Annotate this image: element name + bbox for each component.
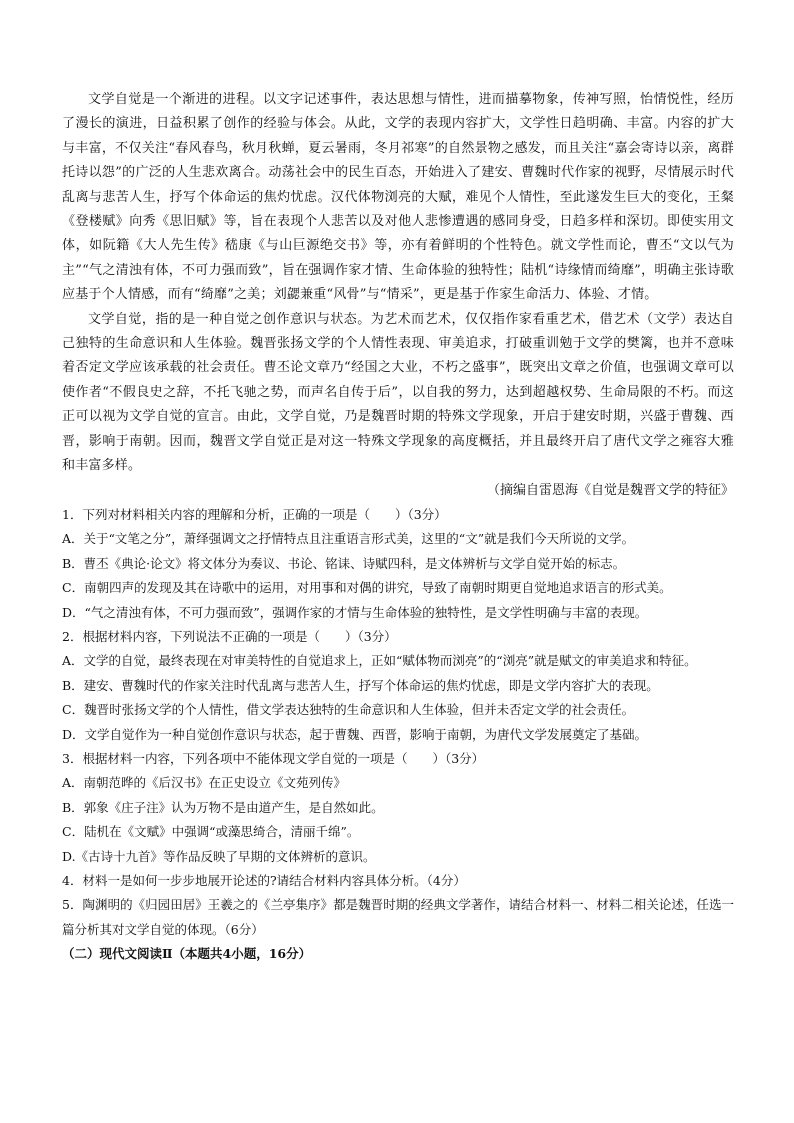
question-1-option-b: B．曹丕《典论·论文》将文体分为奏议、书论、铭诔、诗赋四科，是文体辨析与文学自觉开始的标志。	[62, 555, 626, 571]
question-3-option-c: C．陆机在《文赋》中强调“或藻思绮合，清丽千绵”。	[62, 824, 360, 840]
question-3-option-b: B．郭象《庄子注》认为万物不是由道产生，是自然如此。	[62, 799, 384, 815]
question-4-stem: 4．材料一是如何一步步地展开论述的?请结合材料内容具体分析。（4分）	[62, 873, 466, 888]
document-page	[62, 88, 734, 967]
question-1-option-c: C．南朝四声的发现及其在诗歌中的运用，对用事和对偶的讲究，导致了南朝时期更自觉地追求语言的形式美。	[62, 580, 672, 596]
question-2-option-d: D．文学自觉作为一种自觉创作意识与状态，起于曹魏、西晋，影响于南朝，为唐代文学发展奠定了基础。	[62, 726, 648, 742]
question-1-option-a: A．关于“文笔之分”，萧绎强调文之抒情特点且注重语言形式美，这里的“文”就是我们今天所说的文学。	[62, 531, 635, 547]
question-2-option-c: C．魏晋时张扬文学的个人情性，借文学表达独特的生命意识和人生体验，但并未否定文学的社会责任。	[62, 702, 635, 718]
question-2-option-b: B．建安、曹魏时代的作家关注时代乱离与悲苦人生，抒写个体命运的焦灼忧虑，即是文学内容扩大的表现。	[62, 677, 659, 693]
question-5-stem: 5．陶渊明的《归园田居》王羲之的《兰亭集序》都是魏晋时期的经典文学著作，请结合材料一、材料二相关论述，任选一篇分析其对文学自觉的体现。（6分）	[62, 897, 734, 937]
section-heading: （二）现代文阅读Ⅱ（本题共4小题，16分）	[62, 946, 312, 962]
question-1-option-d: D．“气之清浊有体，不可力强而致”，强调作家的才情与生命体验的独特性，是文学性明确与丰富的表现。	[62, 604, 648, 620]
passage-source: （摘编自雷恩海《自觉是魏晋文学的特征》	[486, 482, 734, 498]
passage-paragraph-1: 文学自觉是一个渐进的进程。以文字记述事件，表达思想与情性，进而描摹物象，传神写照，怡情悦性，经历了漫长的演进，日益积累了创作的经验与体会。从此，文学的表现内容扩大，文学性日趋明确、丰富。内容的扩大与丰富，不仅关注“春风春鸟，秋月秋蝉，夏云暑雨，冬月祁寒”的自然景物之感发，而且关注“嘉会寄诗以亲，离群托诗以怨”的广泛的人生悲欢离合。动荡社会中的民生百态，开始进入了建安、曹魏时代作家的视野，尽情展示时代乱离与悲苦人生，抒写个体命运的焦灼忧虑。汉代体物浏亮的大赋，难见个人情性，至此遂发生巨大的变化，王粲《登楼赋》向秀《思旧赋》等，旨在表现个人悲苦以及对他人悲惨遭遇的感同身受，日趋多样和深切。即使实用文体，如阮籍《大人先生传》嵇康《与山巨源绝交书》等，亦有着鲜明的个性特色。就文学性而论，曹丕“文以气为主”“气之清浊有体，不可力强而致”，旨在强调作家才情、生命体验的独特性；陆机“诗缘情而绮靡”，明确主张诗歌应基于个人情感，而有“绮靡”之美；刘勰兼重“风骨”与“情采”，更是基于作家生命活力、体验、才情。	[62, 92, 734, 303]
question-1-stem: 1．下列对材料相关内容的理解和分析，正确的一项是（ ）（3分）	[62, 506, 447, 522]
question-3-stem: 3．根据材料一内容，下列各项中不能体现文学自觉的一项是（ ）（3分）	[62, 750, 485, 766]
question-2-option-a: A．文学的自觉，最终表现在对审美特性的自觉追求上，正如“赋体物而浏亮”的“浏亮”就是赋文的审美追求和特征。	[62, 653, 697, 669]
question-2-stem: 2．根据材料内容，下列说法不正确的一项是（ ）（3分）	[62, 628, 397, 644]
question-3-option-d: D.《古诗十九首》等作品反映了早期的文体辨析的意识。	[62, 848, 376, 864]
passage-paragraph-2: 文学自觉，指的是一种自觉之创作意识与状态。为艺术而艺术，仅仅指作家看重艺术，借艺术（文学）表达自己独特的生命意识和人生体验。魏晋张扬文学的个人情性表现、审美追求，打破重训勉于文学的樊篱，也并不意味着否定文学应该承载的社会责任。曹丕论文章乃“经国之大业，不朽之盛事”，既突出文章之价值，也强调文章可以使作者“不假良史之辞，不托飞驰之势，而声名自传于后”，以自我的努力，达到超越权势、生命局限的不朽。而这正可以视为文学自觉的宣言。由此，文学自觉，乃是魏晋时期的特殊文学现象，开启于建安时期，兴盛于曹魏、西晋，影响于南朝。因而，魏晋文学自觉正是对这一特殊文学现象的高度概括，并且最终开启了唐代文学之雍容大雅和丰富多样。	[62, 311, 734, 474]
question-3-option-a: A．南朝范晔的《后汉书》在正史设立《文苑列传》	[62, 775, 347, 791]
